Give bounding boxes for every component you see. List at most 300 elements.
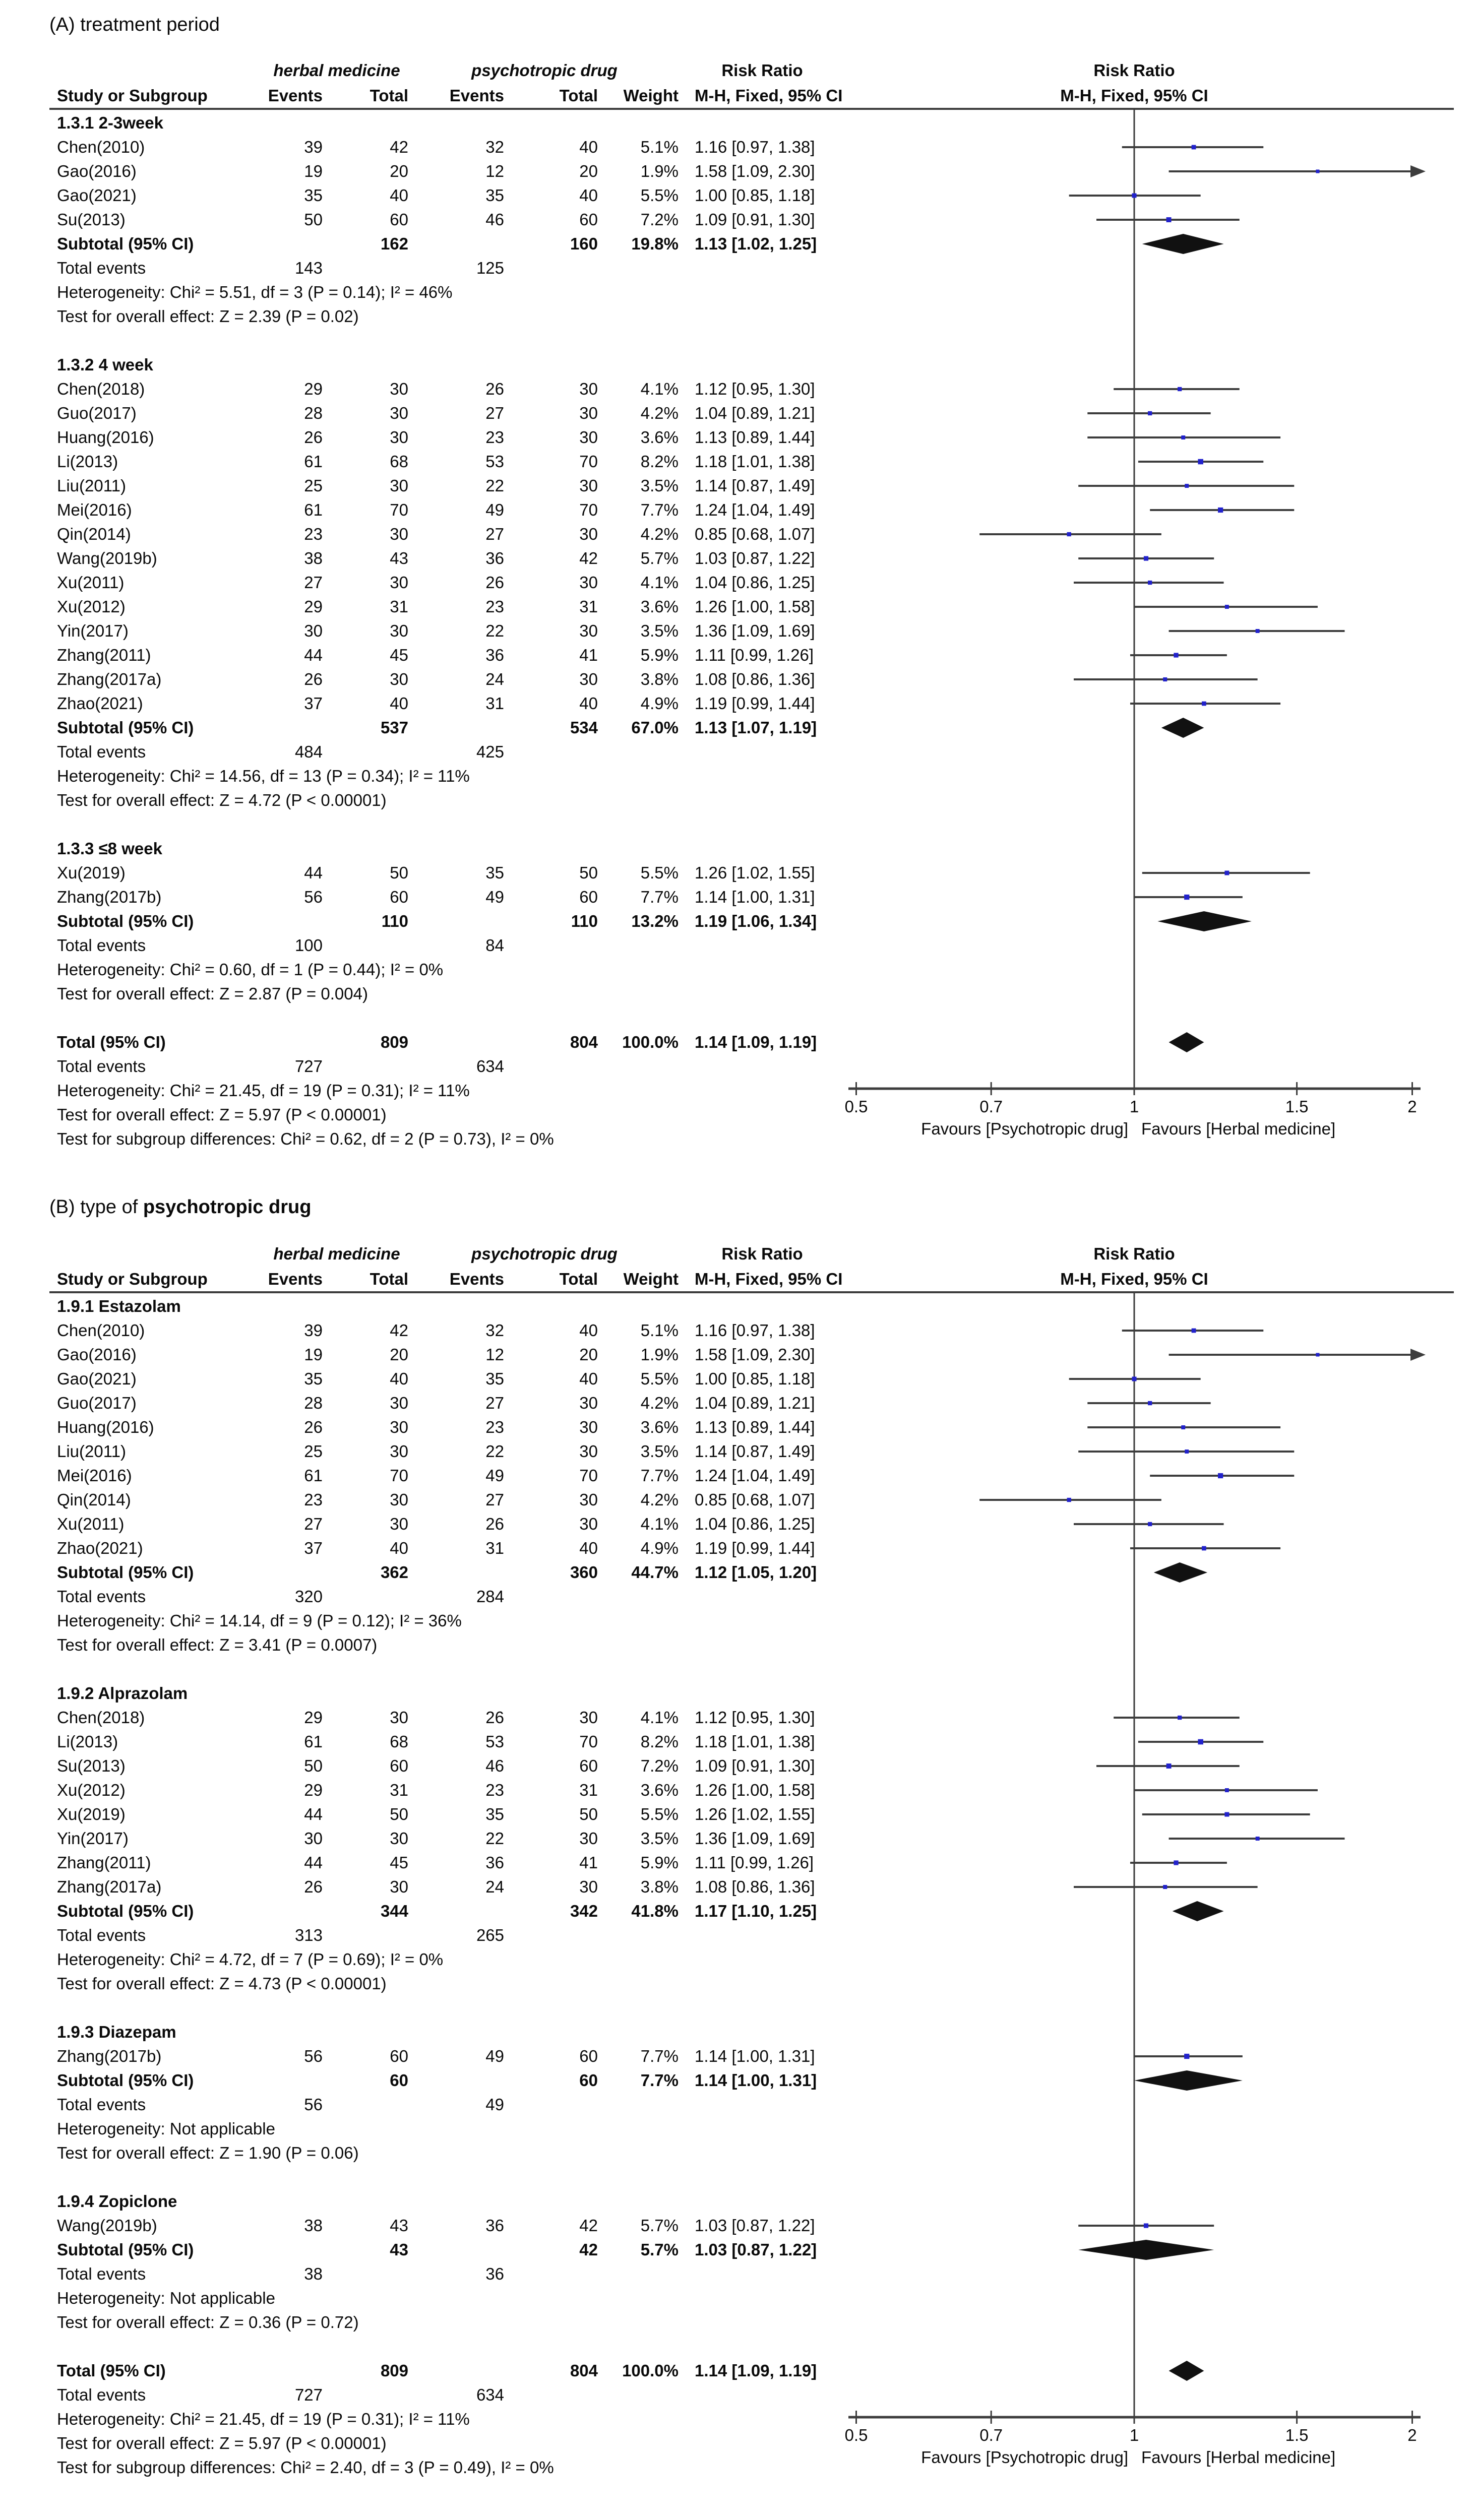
subgroup-header <box>0 1681 1476 1706</box>
favours-right-label: Favours [Herbal medicine] <box>1141 2448 1336 2467</box>
events-herbal: 484 <box>294 742 323 761</box>
ci-text: 1.14 [1.00, 1.31] <box>695 2071 817 2090</box>
events-herbal: 56 <box>304 2095 323 2114</box>
events-herbal: 727 <box>294 1057 323 1076</box>
header-rule <box>49 1291 1454 1293</box>
ci-text: 1.00 [0.85, 1.18] <box>695 186 815 205</box>
ci-text: 1.13 [1.07, 1.19] <box>695 718 817 737</box>
study-row <box>0 546 1476 571</box>
events-psychotropic: 26 <box>485 1708 504 1727</box>
total-psychotropic: 60 <box>579 2047 598 2065</box>
events-herbal: 38 <box>304 2216 323 2235</box>
weight-value: 5.7% <box>640 549 679 568</box>
events-herbal: 26 <box>304 670 323 688</box>
total-herbal: 30 <box>390 428 408 447</box>
stats-note: Test for overall effect: Z = 2.87 (P = 0.004) <box>57 984 368 1003</box>
events-psychotropic: 23 <box>485 597 504 616</box>
spacer-row <box>0 1996 1476 2020</box>
total-herbal: 809 <box>380 1033 408 1051</box>
ci-text: 1.11 [0.99, 1.26] <box>695 646 814 664</box>
total-herbal: 50 <box>390 863 408 882</box>
stats-note-row <box>0 788 1476 812</box>
total-events-label: Total events <box>57 1057 146 1076</box>
col-study: Study or Subgroup <box>57 86 208 105</box>
total-psychotropic: 30 <box>579 573 598 592</box>
study-label: Liu(2011) <box>57 1442 126 1461</box>
stats-note-row <box>0 280 1476 304</box>
total-herbal: 537 <box>380 718 408 737</box>
axis-tick-label: 0.5 <box>844 1097 868 1116</box>
total-psychotropic: 160 <box>570 234 598 253</box>
total-psychotropic: 20 <box>579 162 598 180</box>
total-psychotropic: 40 <box>579 1321 598 1340</box>
total-psychotropic: 30 <box>579 404 598 422</box>
total-events-row <box>0 1054 1476 1079</box>
subgroup-label: 1.9.1 Estazolam <box>57 1297 181 1315</box>
study-row <box>0 1318 1476 1343</box>
favours-left-label: Favours [Psychotropic drug] <box>921 1119 1128 1138</box>
axis-tick-label: 0.5 <box>844 2426 868 2444</box>
total-herbal: 162 <box>380 234 408 253</box>
weight-value: 3.6% <box>640 1418 679 1436</box>
events-psychotropic: 26 <box>485 573 504 592</box>
stats-note: Test for overall effect: Z = 5.97 (P < 0.00001) <box>57 1105 387 1124</box>
total-psychotropic: 50 <box>579 1805 598 1823</box>
stats-note: Test for overall effect: Z = 4.73 (P < 0.00001) <box>57 1974 387 1993</box>
events-herbal: 23 <box>304 1490 323 1509</box>
study-row <box>0 1415 1476 1439</box>
total-herbal: 40 <box>390 1539 408 1557</box>
total-herbal: 30 <box>390 1490 408 1509</box>
events-psychotropic: 634 <box>476 1057 504 1076</box>
study-label: Guo(2017) <box>57 404 137 422</box>
ci-text: 1.08 [0.86, 1.36] <box>695 1877 815 1896</box>
total-events-row <box>0 2383 1476 2407</box>
study-row <box>0 1706 1476 1730</box>
ci-text: 1.14 [0.87, 1.49] <box>695 476 815 495</box>
weight-value: 5.7% <box>640 2216 679 2235</box>
subgroup-header <box>0 1294 1476 1318</box>
study-row <box>0 1778 1476 1802</box>
total-psychotropic: 30 <box>579 1442 598 1461</box>
total-psychotropic: 30 <box>579 670 598 688</box>
events-herbal: 61 <box>304 1732 323 1751</box>
events-herbal: 50 <box>304 1756 323 1775</box>
weight-value: 4.2% <box>640 404 679 422</box>
panel-a <box>0 0 1476 1194</box>
events-herbal: 44 <box>304 646 323 664</box>
axis-tick-label: 1 <box>1129 2426 1139 2444</box>
events-psychotropic: 26 <box>485 380 504 398</box>
study-row <box>0 498 1476 522</box>
weight-value: 7.2% <box>640 1756 679 1775</box>
events-herbal: 38 <box>304 2264 323 2283</box>
total-psychotropic: 30 <box>579 1877 598 1896</box>
events-herbal: 19 <box>304 1345 323 1364</box>
events-psychotropic: 36 <box>485 1853 504 1872</box>
total-herbal: 30 <box>390 1515 408 1533</box>
study-row <box>0 1875 1476 1899</box>
col-total-herbal: Total <box>370 1270 408 1288</box>
subgroup-label: 1.9.3 Diazepam <box>57 2023 176 2041</box>
events-herbal: 19 <box>304 162 323 180</box>
ci-text: 1.04 [0.89, 1.21] <box>695 404 815 422</box>
ci-text: 1.08 [0.86, 1.36] <box>695 670 815 688</box>
weight-value: 4.2% <box>640 1490 679 1509</box>
total-herbal: 30 <box>390 1708 408 1727</box>
subtotal-label: Subtotal (95% CI) <box>57 2071 194 2090</box>
ci-text: 1.36 [1.09, 1.69] <box>695 1829 815 1848</box>
stats-note-row <box>0 1079 1476 1103</box>
stats-note-row <box>0 2310 1476 2335</box>
events-psychotropic: 35 <box>485 1369 504 1388</box>
col-mh-ci: M-H, Fixed, 95% CI <box>695 86 843 105</box>
total-events-row <box>0 740 1476 764</box>
events-psychotropic: 36 <box>485 2264 504 2283</box>
col-mh-ci: M-H, Fixed, 95% CI <box>695 1270 843 1288</box>
events-psychotropic: 265 <box>476 1926 504 1944</box>
events-herbal: 35 <box>304 1369 323 1388</box>
events-psychotropic: 84 <box>485 936 504 955</box>
ci-text: 1.26 [1.02, 1.55] <box>695 1805 815 1823</box>
events-herbal: 28 <box>304 1394 323 1412</box>
axis-tick-label: 1.5 <box>1285 2426 1309 2444</box>
events-herbal: 37 <box>304 694 323 713</box>
total-row <box>0 1030 1476 1054</box>
total-psychotropic: 30 <box>579 380 598 398</box>
stats-note: Test for subgroup differences: Chi² = 0.62, df = 2 (P = 0.73), I² = 0% <box>57 1129 554 1148</box>
weight-value: 13.2% <box>631 912 679 930</box>
total-events-label: Total events <box>57 1587 146 1606</box>
total-psychotropic: 30 <box>579 1829 598 1848</box>
total-herbal: 30 <box>390 573 408 592</box>
stats-note-row <box>0 982 1476 1006</box>
favours-right-label: Favours [Herbal medicine] <box>1141 1119 1336 1138</box>
ci-text: 1.36 [1.09, 1.69] <box>695 621 815 640</box>
stats-note-row <box>0 1947 1476 1972</box>
total-label: Total (95% CI) <box>57 1033 166 1051</box>
weight-value: 3.6% <box>640 428 679 447</box>
events-herbal: 38 <box>304 549 323 568</box>
events-herbal: 61 <box>304 1466 323 1485</box>
events-psychotropic: 49 <box>485 888 504 906</box>
study-label: Li(2013) <box>57 452 118 471</box>
total-psychotropic: 534 <box>570 718 598 737</box>
total-herbal: 60 <box>390 2047 408 2065</box>
study-label: Mei(2016) <box>57 1466 132 1485</box>
ci-text: 1.03 [0.87, 1.22] <box>695 2240 817 2259</box>
study-label: Chen(2010) <box>57 138 145 156</box>
subgroup-label: 1.3.2 4 week <box>57 355 153 374</box>
weight-value: 4.2% <box>640 1394 679 1412</box>
events-psychotropic: 23 <box>485 1781 504 1799</box>
total-psychotropic: 30 <box>579 1515 598 1533</box>
subgroup-header <box>0 353 1476 377</box>
total-psychotropic: 40 <box>579 186 598 205</box>
stats-note: Test for overall effect: Z = 5.97 (P < 0.00001) <box>57 2434 387 2452</box>
ci-text: 1.03 [0.87, 1.22] <box>695 549 815 568</box>
ci-text: 1.12 [0.95, 1.30] <box>695 380 815 398</box>
study-label: Liu(2011) <box>57 476 126 495</box>
events-herbal: 50 <box>304 210 323 229</box>
total-psychotropic: 30 <box>579 525 598 543</box>
ci-text: 1.04 [0.86, 1.25] <box>695 1515 815 1533</box>
total-herbal: 809 <box>380 2361 408 2380</box>
stats-note: Heterogeneity: Not applicable <box>57 2289 275 2307</box>
events-herbal: 35 <box>304 186 323 205</box>
col-mh-ci-plot: M-H, Fixed, 95% CI <box>1060 86 1208 105</box>
study-label: Zhang(2017a) <box>57 1877 162 1896</box>
total-psychotropic: 41 <box>579 646 598 664</box>
study-row <box>0 595 1476 619</box>
events-psychotropic: 31 <box>485 1539 504 1557</box>
events-herbal: 25 <box>304 1442 323 1461</box>
ci-text: 1.26 [1.02, 1.55] <box>695 863 815 882</box>
events-psychotropic: 24 <box>485 670 504 688</box>
study-row <box>0 1826 1476 1851</box>
ci-text: 1.14 [1.00, 1.31] <box>695 2047 815 2065</box>
stats-note-row <box>0 304 1476 329</box>
events-psychotropic: 49 <box>485 2095 504 2114</box>
ci-text: 1.14 [1.09, 1.19] <box>695 2361 817 2380</box>
total-herbal: 68 <box>390 1732 408 1751</box>
subtotal-label: Subtotal (95% CI) <box>57 1563 194 1582</box>
weight-value: 7.7% <box>640 2047 679 2065</box>
total-herbal: 344 <box>380 1902 408 1920</box>
panel-b <box>0 1194 1476 2520</box>
ci-text: 1.58 [1.09, 2.30] <box>695 162 815 180</box>
col-total-psychotropic: Total <box>559 86 598 105</box>
study-label: Gao(2016) <box>57 162 137 180</box>
events-psychotropic: 32 <box>485 1321 504 1340</box>
events-psychotropic: 32 <box>485 138 504 156</box>
events-psychotropic: 36 <box>485 646 504 664</box>
weight-value: 3.5% <box>640 476 679 495</box>
stats-note: Heterogeneity: Chi² = 0.60, df = 1 (P = 0.44); I² = 0% <box>57 960 444 979</box>
total-psychotropic: 60 <box>579 210 598 229</box>
events-psychotropic: 35 <box>485 186 504 205</box>
weight-value: 4.1% <box>640 380 679 398</box>
study-label: Chen(2010) <box>57 1321 145 1340</box>
ci-text: 0.85 [0.68, 1.07] <box>695 525 815 543</box>
events-psychotropic: 49 <box>485 1466 504 1485</box>
total-psychotropic: 70 <box>579 1732 598 1751</box>
study-row <box>0 522 1476 546</box>
events-herbal: 320 <box>294 1587 323 1606</box>
weight-value: 3.8% <box>640 670 679 688</box>
total-herbal: 30 <box>390 670 408 688</box>
study-row <box>0 208 1476 232</box>
events-herbal: 44 <box>304 1805 323 1823</box>
total-herbal: 50 <box>390 1805 408 1823</box>
col-study: Study or Subgroup <box>57 1270 208 1288</box>
total-psychotropic: 31 <box>579 597 598 616</box>
events-herbal: 27 <box>304 573 323 592</box>
weight-value: 4.1% <box>640 573 679 592</box>
stats-note: Test for overall effect: Z = 2.39 (P = 0.02) <box>57 307 359 326</box>
ci-text: 1.14 [0.87, 1.49] <box>695 1442 815 1461</box>
weight-value: 41.8% <box>631 1902 679 1920</box>
total-psychotropic: 30 <box>579 1708 598 1727</box>
study-row <box>0 401 1476 425</box>
col-events-psychotropic: Events <box>449 86 504 105</box>
subtotal-label: Subtotal (95% CI) <box>57 718 194 737</box>
study-row <box>0 183 1476 208</box>
col-events-psychotropic: Events <box>449 1270 504 1288</box>
total-psychotropic: 110 <box>571 912 598 930</box>
study-label: Huang(2016) <box>57 1418 154 1436</box>
stats-note: Test for subgroup differences: Chi² = 2.40, df = 3 (P = 0.49), I² = 0% <box>57 2458 554 2477</box>
events-herbal: 39 <box>304 138 323 156</box>
events-psychotropic: 22 <box>485 621 504 640</box>
col-mh-ci-plot: M-H, Fixed, 95% CI <box>1060 1270 1208 1288</box>
total-herbal: 30 <box>390 1394 408 1412</box>
study-row <box>0 1851 1476 1875</box>
subtotal-label: Subtotal (95% CI) <box>57 1902 194 1920</box>
total-psychotropic: 70 <box>579 452 598 471</box>
study-label: Zhang(2017b) <box>57 888 162 906</box>
events-herbal: 61 <box>304 452 323 471</box>
weight-value: 5.1% <box>640 1321 679 1340</box>
study-row <box>0 1802 1476 1826</box>
events-psychotropic: 125 <box>476 259 504 277</box>
events-herbal: 29 <box>304 597 323 616</box>
subgroup-label: 1.9.4 Zopiclone <box>57 2192 177 2211</box>
study-label: Xu(2012) <box>57 1781 126 1799</box>
events-herbal: 100 <box>294 936 323 955</box>
subgroup-label: 1.3.3 ≤8 week <box>57 839 162 858</box>
stats-note: Heterogeneity: Chi² = 21.45, df = 19 (P = 0.31); I² = 11% <box>57 2410 470 2428</box>
study-label: Xu(2019) <box>57 1805 126 1823</box>
spacer-row <box>0 1006 1476 1030</box>
axis-tick-label: 1.5 <box>1285 1097 1309 1116</box>
ci-text: 1.14 [1.09, 1.19] <box>695 1033 817 1051</box>
events-psychotropic: 12 <box>485 162 504 180</box>
study-label: Yin(2017) <box>57 621 129 640</box>
ci-text: 1.18 [1.01, 1.38] <box>695 452 815 471</box>
events-psychotropic: 46 <box>485 210 504 229</box>
weight-value: 3.6% <box>640 1781 679 1799</box>
ci-text: 1.03 [0.87, 1.22] <box>695 2216 815 2235</box>
total-psychotropic: 60 <box>579 1756 598 1775</box>
events-psychotropic: 26 <box>485 1515 504 1533</box>
study-row <box>0 1439 1476 1464</box>
study-label: Wang(2019b) <box>57 2216 157 2235</box>
total-psychotropic: 342 <box>570 1902 598 1920</box>
total-events-label: Total events <box>57 259 146 277</box>
events-herbal: 39 <box>304 1321 323 1340</box>
weight-value: 5.9% <box>640 1853 679 1872</box>
study-row <box>0 1343 1476 1367</box>
weight-value: 4.9% <box>640 694 679 713</box>
weight-value: 7.7% <box>640 888 679 906</box>
total-herbal: 40 <box>390 694 408 713</box>
events-herbal: 25 <box>304 476 323 495</box>
risk-ratio-header-left: Risk Ratio <box>721 1244 803 1263</box>
group-header-psychotropic: psychotropic drug <box>471 1244 618 1263</box>
study-label: Xu(2011) <box>57 1515 125 1533</box>
risk-ratio-header-plot: Risk Ratio <box>1093 1244 1175 1263</box>
study-label: Qin(2014) <box>57 525 131 543</box>
study-row <box>0 691 1476 716</box>
study-row <box>0 1367 1476 1391</box>
events-psychotropic: 22 <box>485 476 504 495</box>
study-label: Zhang(2011) <box>57 646 151 664</box>
total-events-label: Total events <box>57 742 146 761</box>
subgroup-header <box>0 837 1476 861</box>
ci-text: 1.13 [1.02, 1.25] <box>695 234 817 253</box>
total-psychotropic: 60 <box>579 2071 598 2090</box>
stats-note-row <box>0 958 1476 982</box>
study-label: Chen(2018) <box>57 380 145 398</box>
total-psychotropic: 60 <box>579 888 598 906</box>
ci-text: 1.04 [0.86, 1.25] <box>695 573 815 592</box>
events-herbal: 29 <box>304 1708 323 1727</box>
events-herbal: 29 <box>304 1781 323 1799</box>
total-psychotropic: 20 <box>579 1345 598 1364</box>
events-psychotropic: 24 <box>485 1877 504 1896</box>
events-herbal: 313 <box>294 1926 323 1944</box>
stats-note: Test for overall effect: Z = 4.72 (P < 0.00001) <box>57 791 387 809</box>
events-herbal: 30 <box>304 621 323 640</box>
ci-text: 1.09 [0.91, 1.30] <box>695 210 815 229</box>
events-herbal: 26 <box>304 1877 323 1896</box>
ci-text: 1.13 [0.89, 1.44] <box>695 1418 815 1436</box>
total-psychotropic: 804 <box>570 2361 598 2380</box>
group-header-herbal: herbal medicine <box>273 1244 400 1263</box>
study-row <box>0 1730 1476 1754</box>
study-row <box>0 135 1476 159</box>
risk-ratio-header-plot: Risk Ratio <box>1093 61 1175 80</box>
stats-note-row <box>0 1972 1476 1996</box>
study-label: Zhang(2017a) <box>57 670 162 688</box>
ci-text: 1.17 [1.10, 1.25] <box>695 1902 817 1920</box>
total-psychotropic: 41 <box>579 1853 598 1872</box>
ci-text: 1.19 [0.99, 1.44] <box>695 694 815 713</box>
ci-text: 1.58 [1.09, 2.30] <box>695 1345 815 1364</box>
study-label: Zhao(2021) <box>57 694 143 713</box>
study-row <box>0 450 1476 474</box>
total-psychotropic: 42 <box>579 2216 598 2235</box>
total-psychotropic: 30 <box>579 428 598 447</box>
ci-text: 1.24 [1.04, 1.49] <box>695 500 815 519</box>
subgroup-header <box>0 2189 1476 2214</box>
stats-note: Test for overall effect: Z = 0.36 (P = 0.72) <box>57 2313 359 2332</box>
spacer-row <box>0 812 1476 837</box>
total-herbal: 30 <box>390 404 408 422</box>
events-herbal: 44 <box>304 1853 323 1872</box>
axis-tick-label: 2 <box>1407 1097 1417 1116</box>
events-herbal: 26 <box>304 428 323 447</box>
panel-b-title: (B) type of psychotropic drug <box>49 1196 312 1218</box>
events-psychotropic: 27 <box>485 525 504 543</box>
total-herbal: 31 <box>390 597 408 616</box>
weight-value: 7.7% <box>640 500 679 519</box>
study-label: Guo(2017) <box>57 1394 137 1412</box>
total-herbal: 43 <box>390 2240 408 2259</box>
subtotal-row <box>0 1899 1476 1923</box>
ci-text: 1.16 [0.97, 1.38] <box>695 1321 815 1340</box>
study-label: Mei(2016) <box>57 500 132 519</box>
study-row <box>0 1488 1476 1512</box>
total-events-row <box>0 933 1476 958</box>
weight-value: 3.5% <box>640 621 679 640</box>
subgroup-header <box>0 111 1476 135</box>
total-events-label: Total events <box>57 936 146 955</box>
weight-value: 19.8% <box>631 234 679 253</box>
total-herbal: 30 <box>390 380 408 398</box>
weight-value: 100.0% <box>622 1033 679 1051</box>
